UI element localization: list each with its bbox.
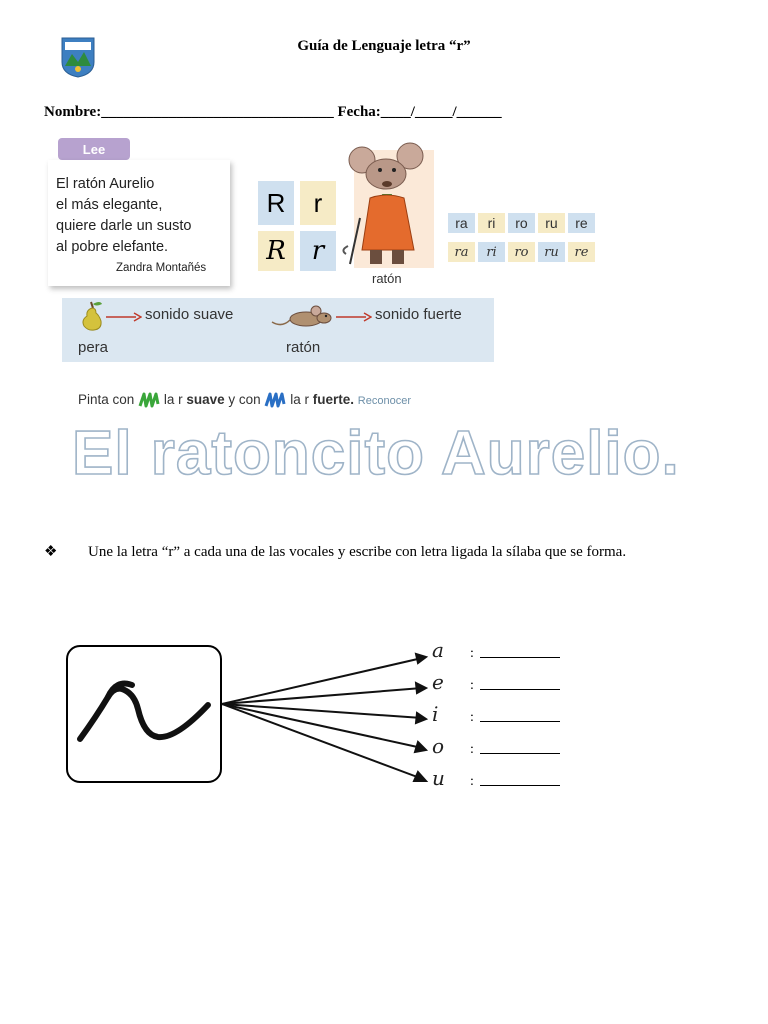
outline-title: El ratoncito Aurelio.	[72, 419, 680, 488]
syllable-print: ru	[538, 213, 565, 233]
skill-label: Reconocer	[357, 395, 411, 407]
answer-line[interactable]	[480, 689, 560, 690]
strong-sound-label: sonido fuerte	[375, 306, 462, 323]
vowel-o: o	[432, 734, 445, 758]
arrow-right-icon	[106, 310, 142, 322]
tile-lower-r-cursive: r	[300, 231, 336, 271]
green-scribble-icon	[138, 392, 160, 408]
blue-scribble-icon	[264, 392, 286, 408]
page-title: Guía de Lenguaje letra “r”	[297, 38, 471, 54]
separator: :	[470, 710, 474, 725]
syllable-print: ra	[448, 213, 475, 233]
paint-strong-word: fuerte.	[312, 392, 355, 407]
vowel-a: a	[432, 638, 444, 662]
exercise-instruction	[44, 540, 704, 564]
paint-soft-word: suave	[186, 392, 225, 407]
poem-line: El ratón Aurelio	[56, 176, 155, 192]
syllable-print: ro	[508, 213, 535, 233]
vowel-u: u	[432, 766, 445, 790]
poem-author: Zandra Montañés	[116, 262, 207, 274]
paint-text: la r	[163, 392, 183, 407]
name-date-line: Nombre:_______________________________ Fecha:____/_____/______	[44, 104, 502, 120]
separator: :	[470, 678, 474, 693]
soft-sound-word: pera	[78, 339, 109, 356]
letter-r-box	[66, 645, 222, 783]
syllable-cursive: ru	[538, 242, 565, 262]
picture-label: ratón	[372, 271, 402, 286]
tile-lower-r: r	[300, 181, 336, 225]
lee-tab: Lee	[58, 138, 130, 160]
separator: :	[470, 646, 474, 661]
soft-sound-label: sonido suave	[145, 306, 234, 323]
paint-text: Pinta con	[78, 392, 135, 407]
connector-lines	[220, 648, 430, 784]
poem-line: el más elegante,	[56, 197, 163, 213]
answer-line[interactable]	[480, 785, 560, 786]
arrow-right-icon	[336, 310, 372, 322]
syllable-cursive: ra	[448, 242, 475, 262]
paint-instruction	[78, 392, 411, 408]
paint-text: y con	[228, 392, 261, 407]
syllable-print: re	[568, 213, 595, 233]
tile-upper-r-cursive: R	[258, 231, 294, 271]
pear-icon	[78, 298, 106, 332]
poem-line: al pobre elefante.	[56, 239, 169, 255]
syllable-cursive: ri	[478, 242, 505, 262]
vowel-i: i	[432, 702, 439, 726]
instruction-text: Une la letra “r” a cada una de las vocales y escribe con letra ligada la sílaba que se forma.	[88, 544, 627, 560]
syllable-print: ri	[478, 213, 505, 233]
paint-text: la r	[290, 392, 309, 407]
separator: :	[470, 742, 474, 757]
syllable-cursive: ro	[508, 242, 535, 262]
strong-sound-word: ratón	[286, 339, 321, 356]
answer-line[interactable]	[480, 753, 560, 754]
mouse-icon	[268, 304, 336, 330]
syllable-cursive: re	[568, 242, 595, 262]
separator: :	[470, 774, 474, 789]
poem-line: quiere darle un susto	[56, 218, 192, 234]
answer-line[interactable]	[480, 657, 560, 658]
mouse-aurelio-illustration	[340, 140, 445, 272]
bullet-icon: ❖	[44, 544, 58, 560]
answer-line[interactable]	[480, 721, 560, 722]
vowel-e: e	[432, 670, 444, 694]
tile-upper-r: R	[258, 181, 294, 225]
